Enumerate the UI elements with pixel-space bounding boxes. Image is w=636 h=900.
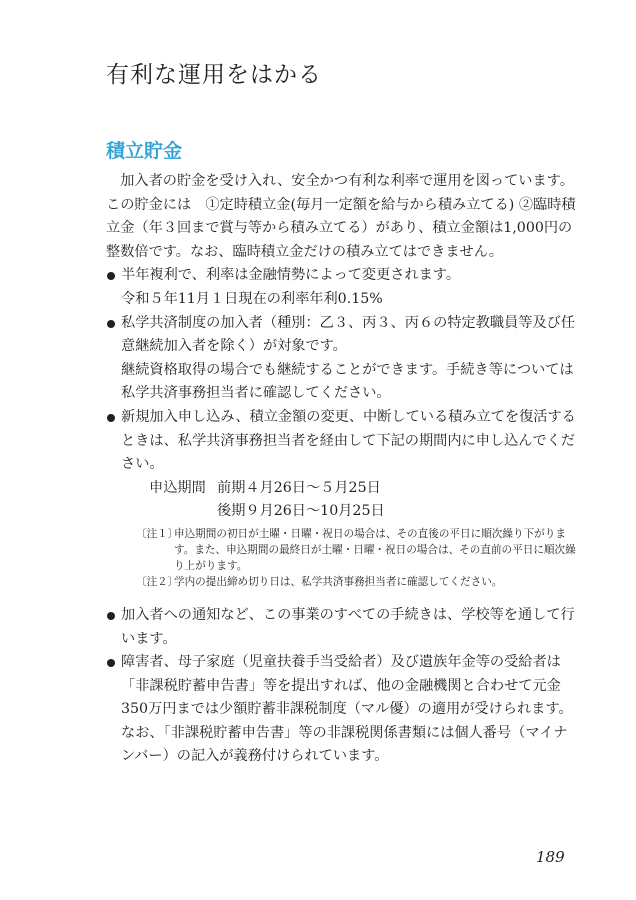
- bullet-notice: [106, 604, 578, 651]
- notes-block: [136, 526, 578, 590]
- bullet-text: 私学共済制度の加入者（種別：乙３、丙３、丙６の特定教職員等及び任意継続加入者を除く）が対象です。: [121, 314, 576, 355]
- bullet-text: 半年複利で、利率は金融情勢によって変更されます。: [121, 267, 461, 284]
- page-number: 189: [536, 848, 565, 866]
- application-period-second: [121, 500, 578, 524]
- bullet-dot-icon: [107, 320, 115, 328]
- bullet-subtext: 継続資格取得の場合でも継続することができます。手続き等については私学共済事務担当者に確認してください。: [121, 361, 574, 402]
- bullet-application: [106, 406, 578, 590]
- spacer: [106, 590, 578, 604]
- note-item: [136, 526, 578, 574]
- bullet-subtext: 令和５年11月１日現在の利率年利0.15%: [121, 290, 383, 307]
- bullet-dot-icon: [107, 414, 115, 422]
- application-period-second-value: 後期９月26日～10月25日: [217, 503, 385, 520]
- bullet-eligibility: [106, 312, 578, 406]
- bullet-text: 加入者への通知など、この事業のすべての手続きは、学校等を通して行います。: [121, 606, 575, 647]
- bullet-dot-icon: [107, 612, 115, 620]
- bullet-tax: [106, 651, 578, 769]
- bullet-interest: [106, 264, 578, 311]
- bullet-dot-icon: [107, 659, 115, 667]
- note-text: 学内の提出締め切り日は、私学共済事務担当者に確認してください。: [174, 575, 503, 588]
- bullet-subtext: なお、「非課税貯蓄申告書」等の非課税関係書類には個人番号（マイナンバー）の記入が義務付けられています。: [121, 724, 568, 765]
- section-title: 積立貯金: [106, 140, 183, 162]
- bullet-text: 障害者、母子家庭（児童扶養手当受給者）及び遺族年金等の受給者は「非課税貯蓄申告書」等を提出すれば、他の金融機関と合わせて元金350万円までは少額貯蓄非課税制度（マル優）の適用が受けられます。: [121, 654, 573, 718]
- note-item: [136, 574, 578, 590]
- application-period-label: 申込期間: [149, 479, 206, 496]
- application-period-first-value: 前期４月26日～５月25日: [217, 479, 381, 496]
- note-text: 申込期間の初日が土曜・日曜・祝日の場合は、その直後の平日に順次繰り下がります。また、申込期間の最終日が土曜・日曜・祝日の場合は、その直前の平日に順次繰り上がります。: [174, 527, 576, 572]
- application-period-first: [121, 477, 578, 501]
- bullet-text: 新規加入申し込み、積立金額の変更、中断している積み立てを復活するときは、私学共済事務担当者を経由して下記の期間内に申し込んでください。: [121, 408, 576, 473]
- note-mark: 〔注２〕: [136, 575, 179, 588]
- intro-paragraph: 加入者の貯金を受け入れ、安全かつ有利な利率で運用を図っています。この貯金には ①定時積立金(毎月一定額を給与から積み立てる) ②臨時積立金（年３回まで賞与等から積み立てる）があり、積立金額は1,000円の整数倍です。なお、臨時積立金だけの積み立てはできません。: [106, 173, 576, 260]
- bullet-dot-icon: [107, 272, 115, 280]
- document-body: [106, 170, 578, 769]
- note-mark: 〔注１〕: [136, 527, 179, 540]
- page-title: 有利な運用をはかる: [106, 62, 322, 88]
